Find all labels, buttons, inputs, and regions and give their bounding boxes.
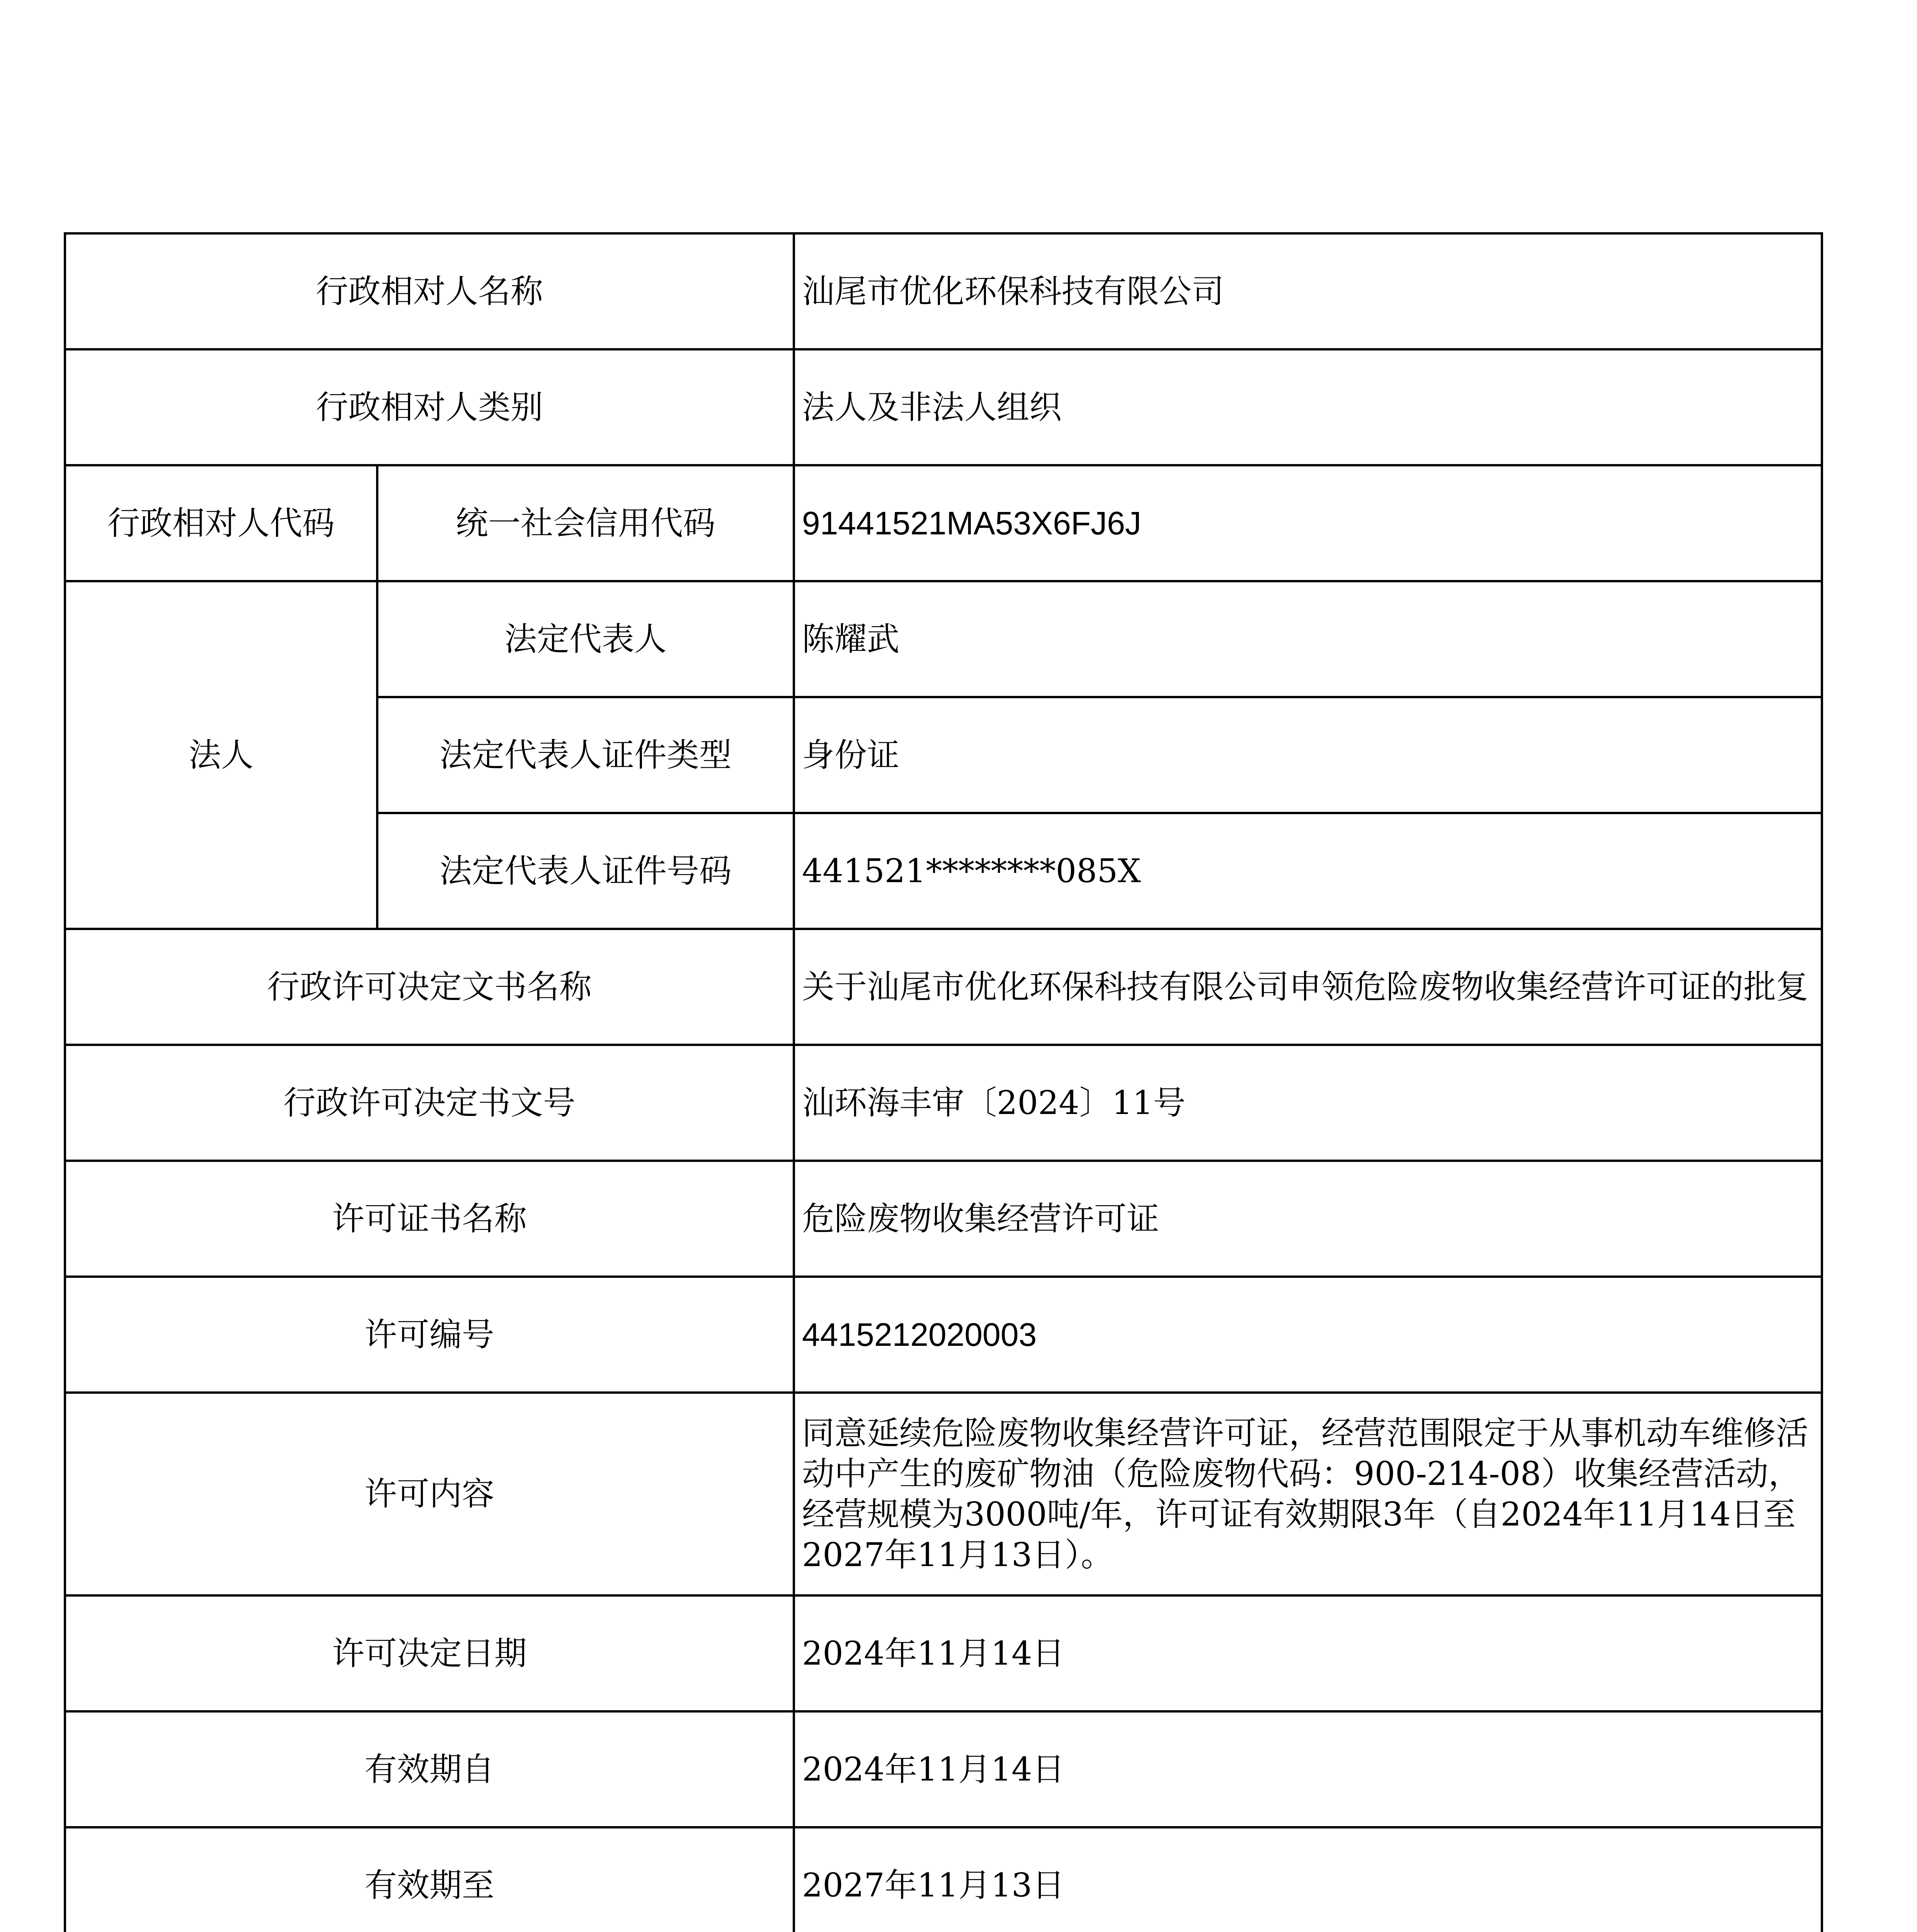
legal-representative-label: 法定代表人 bbox=[377, 581, 794, 697]
license-number-value: 4415212020003 bbox=[794, 1277, 1822, 1393]
decision-doc-name-label: 行政许可决定文书名称 bbox=[65, 929, 794, 1045]
party-name-value: 汕尾市优化环保科技有限公司 bbox=[794, 233, 1822, 349]
decision-doc-number-value: 汕环海丰审〔2024〕11号 bbox=[794, 1045, 1822, 1161]
legal-person-group-label: 法人 bbox=[65, 581, 377, 929]
party-category-label: 行政相对人类别 bbox=[65, 349, 794, 465]
decision-doc-number-label: 行政许可决定书文号 bbox=[65, 1045, 794, 1161]
id-number-value: 441521********085X bbox=[794, 813, 1822, 929]
legal-representative-value: 陈耀武 bbox=[794, 581, 1822, 697]
party-category-value: 法人及非法人组织 bbox=[794, 349, 1822, 465]
row-license-number bbox=[65, 1277, 1822, 1393]
credit-code-value: 91441521MA53X6FJ6J bbox=[794, 465, 1822, 581]
license-content-value: 同意延续危险废物收集经营许可证，经营范围限定于从事机动车维修活动中产生的废矿物油（危险废物代码：900-214-08）收集经营活动，经营规模为3000吨/年，许可证有效期限3年（自2024年11月14日至2027年11月13日）。 bbox=[794, 1393, 1822, 1595]
row-party-code bbox=[65, 465, 1822, 581]
row-license-name bbox=[65, 1161, 1822, 1277]
row-license-content bbox=[65, 1393, 1822, 1595]
decision-date-value: 2024年11月14日 bbox=[794, 1595, 1822, 1711]
row-decision-doc-number bbox=[65, 1045, 1822, 1161]
row-valid-to bbox=[65, 1827, 1822, 1932]
row-party-name bbox=[65, 233, 1822, 349]
party-code-group-label: 行政相对人代码 bbox=[65, 465, 377, 581]
row-legal-representative bbox=[65, 581, 1822, 697]
valid-from-label: 有效期自 bbox=[65, 1711, 794, 1827]
row-party-category bbox=[65, 349, 1822, 465]
license-content-label: 许可内容 bbox=[65, 1393, 794, 1595]
row-valid-from bbox=[65, 1711, 1822, 1827]
license-name-value: 危险废物收集经营许可证 bbox=[794, 1161, 1822, 1277]
credit-code-label: 统一社会信用代码 bbox=[377, 465, 794, 581]
party-name-label: 行政相对人名称 bbox=[65, 233, 794, 349]
id-type-value: 身份证 bbox=[794, 697, 1822, 813]
id-number-label: 法定代表人证件号码 bbox=[377, 813, 794, 929]
license-number-label: 许可编号 bbox=[65, 1277, 794, 1393]
valid-from-value: 2024年11月14日 bbox=[794, 1711, 1822, 1827]
license-name-label: 许可证书名称 bbox=[65, 1161, 794, 1277]
license-record-table bbox=[64, 232, 1823, 1932]
decision-doc-name-value: 关于汕尾市优化环保科技有限公司申领危险废物收集经营许可证的批复 bbox=[794, 929, 1822, 1045]
decision-date-label: 许可决定日期 bbox=[65, 1595, 794, 1711]
valid-to-value: 2027年11月13日 bbox=[794, 1827, 1822, 1932]
valid-to-label: 有效期至 bbox=[65, 1827, 794, 1932]
row-decision-date bbox=[65, 1595, 1822, 1711]
row-decision-doc-name bbox=[65, 929, 1822, 1045]
id-type-label: 法定代表人证件类型 bbox=[377, 697, 794, 813]
